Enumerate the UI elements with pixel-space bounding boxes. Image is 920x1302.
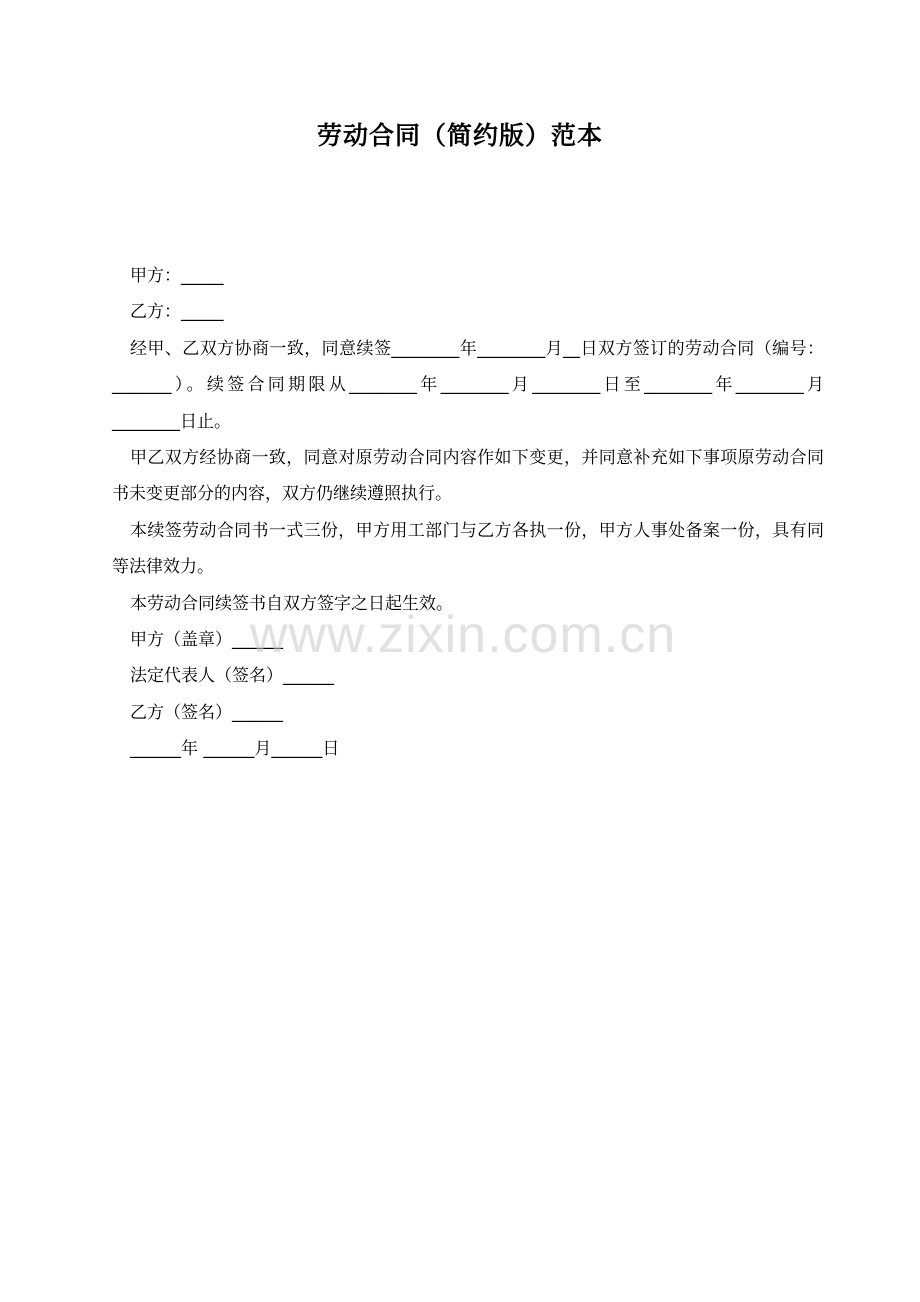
effective-paragraph: 本劳动合同续签书自双方签字之日起生效。 [130,593,453,614]
change-paragraph: 甲乙双方经协商一致，同意对原劳动合同内容作如下变更，并同意补充如下事项原劳动合同书未变更部分的内容，双方仍继续遵照执行。 [112,448,824,505]
copies-paragraph: 本续签劳动合同书一式三份，甲方用工部门与乙方各执一份，甲方人事处备案一份，具有同等法律效力。 [112,520,824,578]
signature-date-line: ______年 ______月______日 [130,739,340,760]
renewal-paragraph: 经甲、乙双方协商一致，同意续签________年________月__日双方签订的劳动合同（编号：_______）。续签合同期限从________年________月________日至________年________月________日止。 [112,338,824,432]
party-b-line: 乙方：_____ [130,302,224,323]
party-a-seal-line: 甲方（盖章）______ [130,630,283,651]
website-watermark: www.zixin.com.cn [249,606,677,664]
legal-representative-signature-line: 法定代表人（签名）______ [130,666,334,687]
document-body [112,258,824,768]
party-b-signature-line: 乙方（签名）______ [130,702,283,723]
document-title: 劳动合同（简约版）范本 [316,121,603,150]
party-a-line: 甲方：_____ [130,266,224,286]
